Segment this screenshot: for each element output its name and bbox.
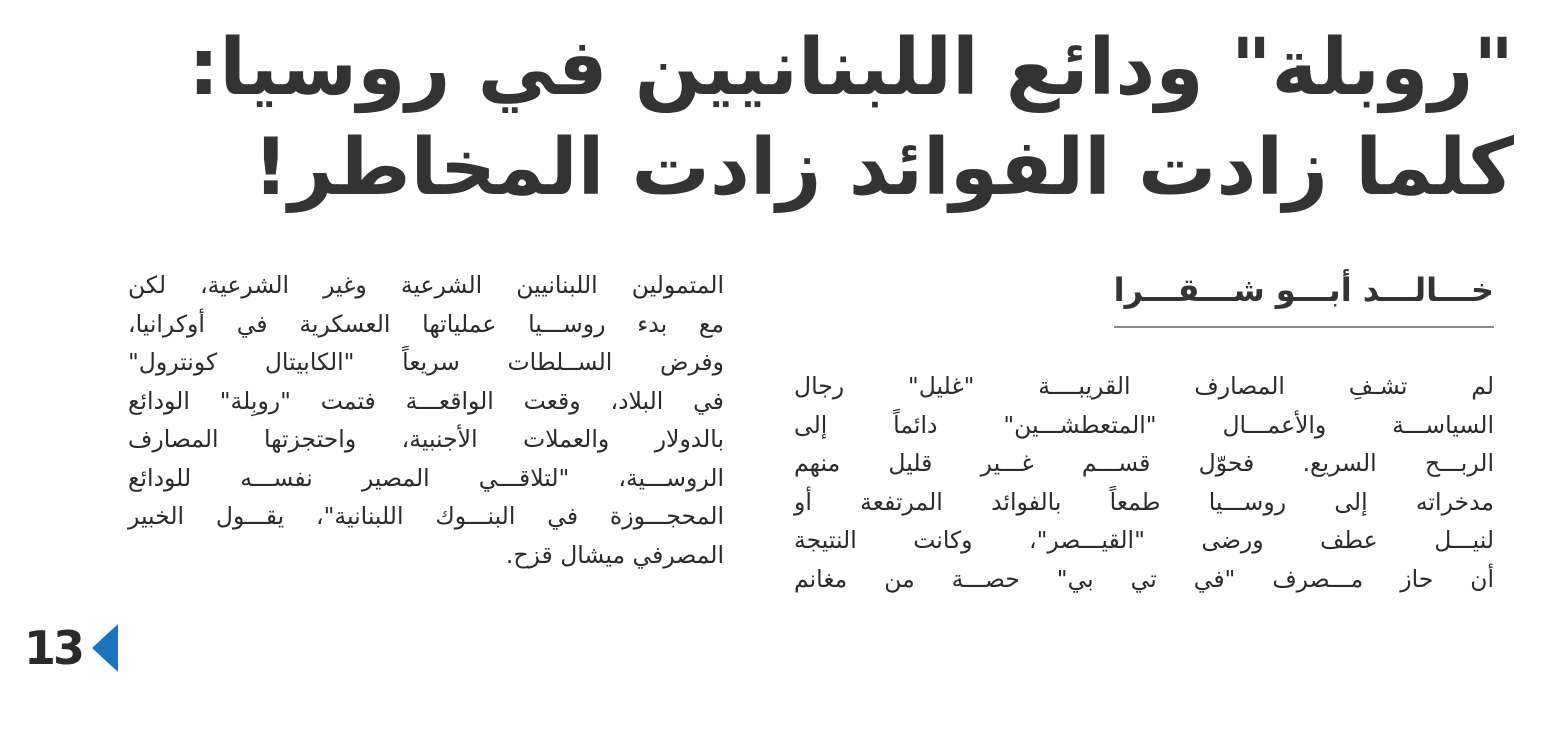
- page-number: 13: [24, 621, 83, 675]
- page-number-marker: [24, 620, 118, 676]
- body-line: الروســـية، "لتلاقـــي المصير نفســـه للودائع: [128, 463, 724, 492]
- body-line: مدخراته إلى روســـيا طمعاً بالفوائد المرتفعة أو: [794, 487, 1494, 516]
- body-line: مع بدء روســـيا عملياتها العسكرية في أوكرانيا،: [128, 309, 724, 338]
- author-byline: خـــالـــد أبـــو شـــقـــرا: [1114, 266, 1494, 328]
- body-line: المحجـــوزة في البنـــوك اللبنانية"، يقـــول الخبير: [128, 502, 724, 530]
- body-line: وفرض الســلطات سريعاً "الكابيتال كونترول": [128, 348, 724, 376]
- headline-line-1: "روبلة" ودائع اللبنانيين في روسيا:: [188, 23, 1514, 113]
- body-column-left: [128, 266, 724, 574]
- body-line: أن حاز مـــصرف "في تي بي" حصـــة من مغانم: [794, 564, 1494, 593]
- body-line: لم تشـفِ المصارف القريبــــة "غليل" رجال: [794, 372, 1494, 400]
- body-line: بالدولار والعملات الأجنبية، واحتجزتها المصارف: [128, 425, 724, 453]
- body-line: المصرفي ميشال قزح.: [505, 540, 724, 569]
- body-line: السياســـة والأعمـــال "المتعطشـــين" دائماً إلى: [794, 410, 1494, 439]
- body-column-right: [794, 367, 1494, 598]
- headline-line-2: كلما زادت الفوائد زادت المخاطر!: [252, 123, 1514, 213]
- article-headline: [34, 18, 1514, 218]
- body-line: المتمولين اللبنانيين الشرعية وغير الشرعية، لكن: [128, 271, 724, 299]
- body-line: لنيـــل عطف ورضى "القيـــصر"، وكانت النتيجة: [794, 526, 1494, 554]
- body-line: الربـــح السريع. فحوّل قســـم غـــير قليل منهم: [794, 449, 1494, 477]
- page-triangle-icon: [92, 624, 118, 672]
- body-line: في البلاد، وقعت الواقعـــة فتمت "روبِلة" الودائع: [128, 386, 724, 415]
